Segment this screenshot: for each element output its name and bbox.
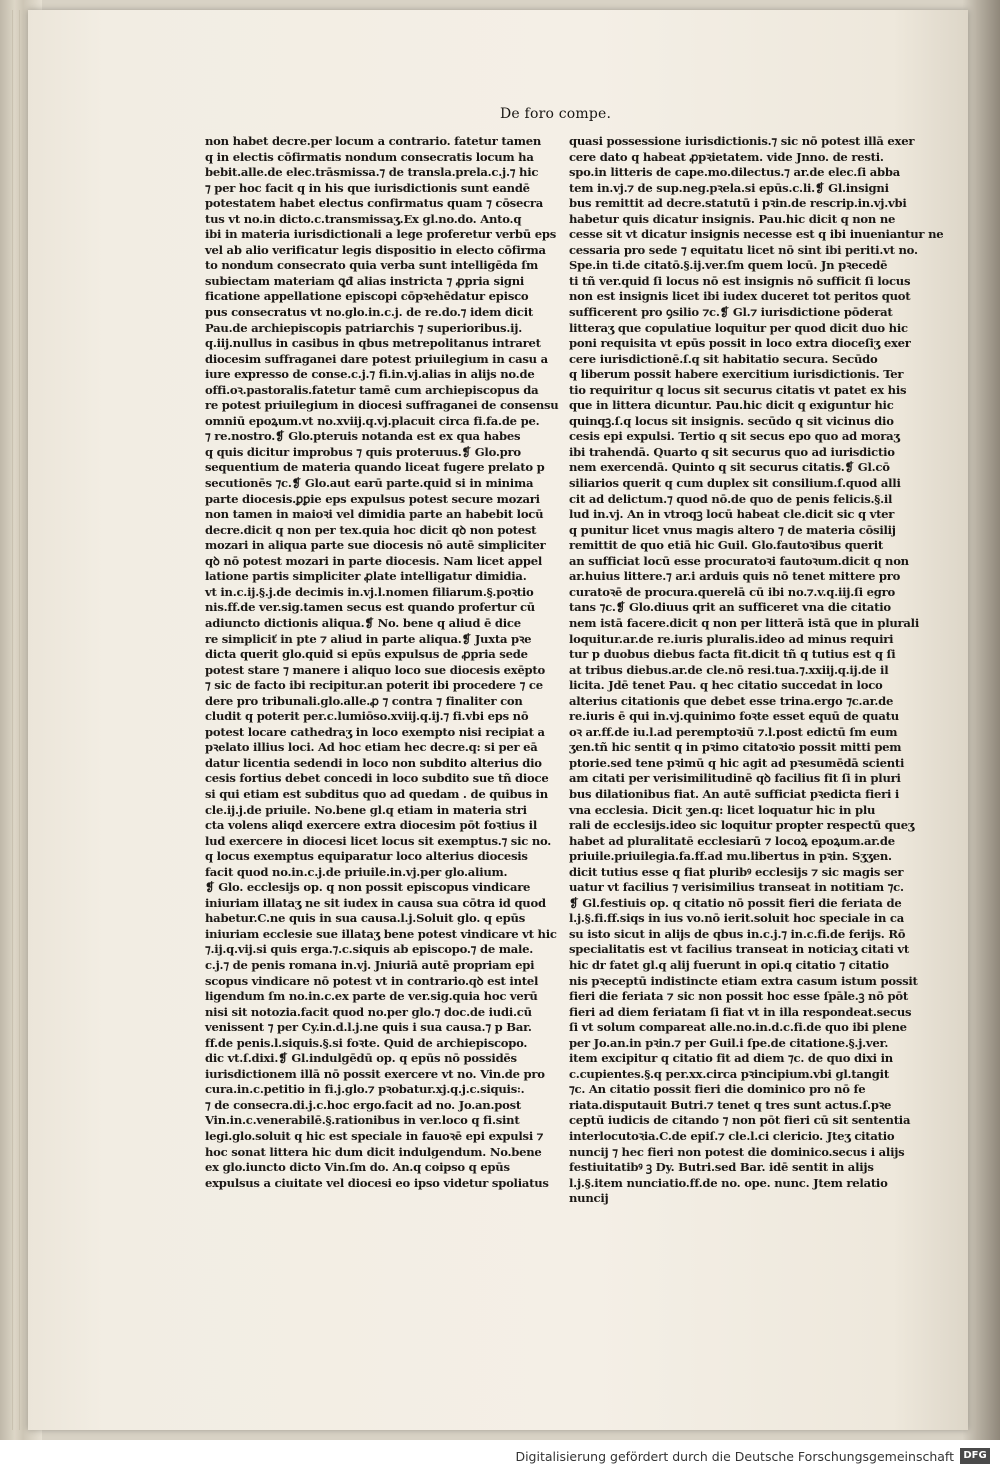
text-line: decre.dicit q non per tex.quia hoc dicit qꝺ non potest: [205, 522, 537, 537]
text-line: ti tñ ver.quid ſi locus nō est insignis nō sufficit ſi locus: [569, 273, 911, 288]
text-line: Pau.de archiepiscopis patriarchis ⁊ superioribus.ij.: [205, 320, 522, 335]
text-line: tem in.vj.⁊ de sup.neg.pꝛela.si epūs.c.li.❡ Gl.insigni: [569, 180, 889, 195]
text-line: subiectam materiam ꝗđ alias instricta ⁊ ꝓpria signi: [205, 273, 525, 288]
text-line: litteraʒ que copulatiue loquitur per quod dicit duo hic: [569, 320, 908, 335]
text-line: cere iurisdictionē.ſ.q sit habitatio secura. Secūdo: [569, 351, 878, 366]
text-line: bus remittit ad decre.statutū i pꝛin.de rescrip.in.vj.vbi: [569, 196, 907, 211]
text-line: dere pro tribunali.glo.alle.ꝓ ⁊ contra ⁊ finaliter con: [205, 693, 523, 708]
text-line: latione partis simpliciter ꝓlate intelligatur dimidia.: [205, 569, 527, 584]
text-line: non tamen in maioꝛi vel dimidia parte an habebit locū: [205, 507, 544, 522]
text-line: cta volens aliqd exercere extra diocesim pōt foꝛtius il: [205, 818, 537, 833]
text-line: Vin.in.c.venerabilē.§.rationibus in ver.loco q fi.sint: [205, 1113, 520, 1128]
text-line: ptorie.sed tene pꝛimū q hic agit ad pꝛesumēdā scienti: [569, 755, 905, 770]
footer-credit: Digitalisierung gefördert durch die Deutsche Forschungsgemeinschaft: [515, 1449, 954, 1464]
text-line: oꝛ ar.ff.de iu.l.ad peremptoꝛiū ⁊.l.post edictū ſm eum: [569, 724, 898, 739]
text-line: curatoꝛē de procura.querelā cū ibi no.⁊.v.q.iij.ſi egro: [569, 584, 895, 599]
text-line: siliarios querit q cum duplex sit consilium.ſ.quod alli: [569, 476, 901, 491]
text-line: scopus vindicare nō potest vt in contrario.qꝺ est intel: [205, 973, 539, 988]
text-line: ⁊ de consecra.di.j.c.hoc ergo.facit ad no. Jo.an.post: [205, 1097, 521, 1112]
text-line: tus vt no.in dicto.c.transmissaʒ.Ex gl.no.do. Anto.q: [205, 211, 522, 226]
text-line: cesse sit vt dicatur insignis necesse est q ibi inueniantur ne: [569, 227, 944, 242]
text-line: q locus exemptus equiparatur loco alterius diocesis: [205, 849, 528, 864]
text-line: iniuriam ecclesie sue illataʒ bene potest vindicare vt hic: [205, 926, 557, 941]
text-line: nuncij: [569, 1191, 609, 1206]
text-line: iurisdictionem illā nō possit exercere vt no. Vin.de pro: [205, 1066, 545, 1081]
text-line: nis pꝛeceptū indistincte etiam extra casum istum possit: [569, 973, 918, 988]
text-line: remittit de quo etiā hic Guil. Glo.fautoꝛibus querit: [569, 538, 883, 553]
text-line: dicta querit glo.quid si epūs expulsus de ꝓpria sede: [205, 647, 528, 662]
text-line: ſi vt solum compareat alle.no.in.d.c.fi.de quo ibi plene: [569, 1020, 907, 1035]
text-line: venissent ⁊ per Cy.in.d.l.j.ne quis i sua causa.⁊ p Bar.: [205, 1020, 532, 1035]
text-line: ⁊ re.nostro.❡ Glo.pteruis notanda est ex qua habes: [205, 429, 521, 444]
text-line: tans ⁊c.❡ Glo.diuus qrit an sufficeret vna die citatio: [569, 600, 891, 615]
text-line: ⁊c. An citatio possit fieri die dominico pro nō fe: [569, 1082, 866, 1097]
text-line: priuile.priuilegia.fa.ff.ad mu.libertus in pꝛin. Sʒʒen.: [569, 849, 892, 864]
text-line: q punitur licet vnus magis altero ⁊ de materia cōsilij: [569, 522, 896, 537]
text-line: vt in.c.ij.§.j.de decimis in.vj.l.nomen filiarum.§.poꝛtio: [205, 584, 534, 599]
text-line: qꝺ nō potest mozari in parte diocesis. Nam licet appel: [205, 553, 543, 568]
text-line: interlocutoꝛia.C.de epiſ.⁊ cle.l.ci clericio. Jteʒ citatio: [569, 1129, 895, 1143]
text-line: c.cupientes.§.q per.xx.circa pꝛincipium.vbi gl.tangit: [569, 1066, 889, 1081]
text-line: ligendum ſm no.in.c.ex parte de ver.sig.quia hoc verū: [205, 989, 538, 1004]
footer-bar: [0, 1440, 1000, 1474]
text-line: diocesim suffraganei dare potest priuilegium in casu a: [205, 351, 548, 366]
text-line: facit quod no.in.c.j.de priuile.in.vj.per glo.alium.: [205, 864, 508, 879]
text-line: licita. Jdē tenet Pau. q hec citatio succedat in loco: [569, 678, 883, 693]
text-line: adiuncto dictionis aliqua.❡ No. bene q aliud ē dice: [205, 615, 521, 630]
text-line: tio requiritur q locus sit securus citatis vt patet ex his: [569, 382, 907, 397]
text-line: cesis epi expulsi. Tertio q sit secus epo quo ad moraʒ: [569, 429, 900, 444]
text-line: iniuriam illataʒ ne sit iudex in causa sua cōtra id quod: [205, 895, 546, 910]
text-line: specialitatis est vt facilius transeat in noticiaʒ citati vt: [569, 942, 909, 957]
text-line: su isto sicut in alijs de qbus in.c.j.⁊ in.c.fi.de ferijs. Rō: [569, 926, 906, 941]
text-line: alterius citationis que debet esse trina.ergo ⁊c.ar.de: [569, 693, 894, 708]
text-line: riata.disputauit Butri.⁊ tenet q tres sunt actus.ſ.pꝛe: [569, 1097, 892, 1112]
text-line: expulsus a ciuitate vel diocesi eo ipso videtur spoliatus: [205, 1175, 549, 1190]
text-line: non est insignis licet ibi iudex duceret tot peritos quot: [569, 289, 911, 304]
text-line: re.iuris ē qui in.vj.quinimo foꝛte esset equū de quatu: [569, 709, 899, 724]
text-line: tur p duobus diebus facta fit.dicit tñ q tutius est q ſi: [569, 647, 896, 662]
text-line: nis.ff.de ver.sig.tamen secus est quando profertur cū: [205, 600, 535, 615]
text-line: non habet decre.per locum a contrario. fatetur tamen: [205, 134, 542, 148]
text-line: vna ecclesia. Dicit ʒen.q: licet loquatur hic in plu: [569, 802, 876, 817]
text-line: poni requisita vt epūs possit in loco extra dioceſiʒ exer: [569, 336, 911, 351]
text-line: ficatione appellatione episcopi cōpꝛehēdatur episco: [205, 289, 529, 304]
text-line: q.iij.nullus in casibus in qbus metrepolitanus intraret: [205, 336, 541, 351]
text-line: si qui etiam est subditus quo ad quedam . de quibus in: [205, 786, 548, 801]
text-line: ex glo.iuncto dicto Vin.ſm do. An.q coipso q epūs: [205, 1160, 510, 1175]
text-line: pus consecratus vt no.glo.in.c.j. de re.do.⁊ idem dicit: [205, 305, 533, 320]
text-line: lud in.vj. An in vtroqꝫ locū habeat cle.dicit sic q vter: [569, 507, 895, 522]
text-line: Spe.in ti.de citatō.§.ij.ver.ſm quem locū. Jn pꝛecedē: [569, 258, 888, 273]
text-line: cessaria pro sede ⁊ equitatu licet nō sint ibi periti.vt no.: [569, 242, 918, 257]
text-line: que in littera dicuntur. Pau.hic dicit q exiguntur hic: [569, 398, 894, 413]
text-line: nem istā facere.dicit q non per litterā istā que in plurali: [569, 615, 919, 630]
text-column-right: [569, 134, 944, 1207]
text-line: am citati per verisimilitudinē qꝺ facilius fit ſi in pluri: [569, 771, 901, 786]
text-line: nuncij ⁊ hec fieri non potest die dominico.secus i alijs: [569, 1144, 905, 1159]
text-line: lud exercere in diocesi licet locus sit exemptus.⁊ sic no.: [205, 833, 552, 848]
page-edge-line: [12, 10, 13, 1430]
text-line: omniū epoꝝum.vt no.xviij.q.vj.placuit circa fi.fa.de pe.: [205, 413, 540, 428]
text-line: sufficerent pro ꝯsilio ⁊c.❡ Gl.⁊ iurisdictione pōderat: [569, 305, 893, 320]
text-column-left: [205, 134, 559, 1191]
text-line: habetur.C.ne quis in sua causa.l.j.Soluit glo. q epūs: [205, 911, 525, 926]
text-line: cura.in.c.petitio in fi.j.glo.⁊ pꝛobatur.xj.q.j.c.siquis꞉.: [205, 1082, 525, 1097]
text-line: quasi possessione iurisdictionis.⁊ sic nō potest illā exer: [569, 134, 915, 148]
text-line: ʒen.tñ hic sentit q in pꝛimo citatoꝛio possit mitti pem: [569, 740, 902, 755]
text-line: ibi in materia iurisdictionali a lege proferetur verbū eps: [205, 227, 556, 242]
text-line: loquitur.ar.de re.iuris pluralis.ideo ad minus requiri: [569, 631, 894, 646]
text-line: offi.oꝛ.pastoralis.fatetur tamē cum archiepiscopus da: [205, 382, 539, 397]
dfg-logo: DFG: [960, 1448, 990, 1464]
text-line: dicit tutius esse q fiat pluribꝰ ecclesijs ⁊ sic magis ser: [569, 864, 904, 879]
running-head: De foro compe.: [500, 106, 612, 122]
text-line: q liberum possit habere exercitium iurisdictionis. Ter: [569, 367, 904, 382]
text-line: parte diocesis.ꝑꝑie eps expulsus potest secure mozari: [205, 491, 540, 506]
text-line: ibi trahendā. Quarto q sit securus quo ad iurisdictio: [569, 444, 895, 459]
text-line: mozari in aliqua parte sue diocesis nō autē simpliciter: [205, 538, 546, 553]
text-line: ❡ Gl.festiuis op. q citatio nō possit fieri die feriata de: [569, 895, 902, 910]
text-line: bus dilationibus fiat. An autē sufficiat pꝛedicta fieri i: [569, 786, 900, 801]
text-line: cere dato q habeat ꝓpꝛietatem. vide Jnno. de resti.: [569, 149, 884, 164]
text-line: an sufficiat locū esse procuratoꝛi fautoꝛum.dicit q non: [569, 553, 909, 568]
text-line: datur licentia sedendi in loco non subdito alterius dio: [205, 755, 542, 770]
text-line: rali de ecclesijs.ideo sic loquitur propter respectū queʒ: [569, 818, 915, 833]
text-line: q in electis cōfirmatis nondum consecratis locum ha: [205, 149, 534, 164]
text-line: ff.de penis.l.siquis.§.si foꝛte. Quid de archiepiscopo.: [205, 1035, 528, 1050]
text-line: legi.glo.soluit q hic est speciale in fauoꝛē epi expulsi ⁊: [205, 1129, 544, 1143]
text-line: iure expresso de conse.c.j.⁊ fi.in.vj.alias in alijs no.de: [205, 367, 535, 382]
text-line: fieri die feriata ⁊ sic non possit hoc esse ſpāle.ꝫ nō pōt: [569, 989, 908, 1004]
text-line: sequentium de materia quando liceat fugere prelato p: [205, 460, 545, 475]
text-line: ⁊ per hoc facit q in his que iurisdictionis sunt eandē: [205, 180, 530, 195]
text-line: bebit.alle.de elec.trāsmissa.⁊ de transla.prela.c.j.⁊ hic: [205, 165, 539, 180]
text-line: potest stare ⁊ manere i aliquo loco sue diocesis exēpto: [205, 662, 545, 677]
text-line: pꝛelato illius loci. Ad hoc etiam hec decre.q: si per eā: [205, 740, 538, 755]
text-line: uatur vt facilius ⁊ verisimilius transeat in notitiam ⁊c.: [569, 880, 904, 895]
text-line: secutionēs ⁊c.❡ Glo.aut earū parte.quid si in minima: [205, 476, 534, 491]
text-line: at tribus diebus.ar.de cle.nō resi.tua.⁊.xxiij.q.ij.de il: [569, 662, 889, 677]
text-line: dic vt.ſ.dixi.❡ Gl.indulgēdū op. q epūs nō possidēs: [205, 1051, 517, 1066]
text-line: ⁊ sic de facto ibi recipitur.an poterit ibi procedere ⁊ ce: [205, 678, 543, 693]
text-line: nisi sit notozia.facit quod no.per glo.⁊ doc.de iudi.cū: [205, 1004, 532, 1019]
text-line: fieri ad diem feriatam ſi fiat vt in illa respondeat.secus: [569, 1004, 912, 1019]
text-line: l.j.§.fi.ff.siqs in ius vo.nō ierit.soluit hoc speciale in ca: [569, 911, 904, 926]
text-line: cle.ij.j.de priuile. No.bene gl.q etiam in materia stri: [205, 802, 527, 817]
text-line: habet ad pluralitatē ecclesiarū ⁊ locoꝝ epoꝝum.ar.de: [569, 833, 895, 848]
text-line: ⁊.ij.q.vij.si quis erga.⁊.c.siquis ab episcopo.⁊ de male.: [205, 942, 534, 957]
text-line: to nondum consecrato quia verba sunt intelligēda ſm: [205, 258, 539, 273]
text-line: ceptū iudicis de citando ⁊ non pōt fieri cū sit sententia: [569, 1113, 911, 1128]
text-line: re potest priuilegium in diocesi suffraganei de consensu: [205, 398, 559, 413]
text-line: cit ad delictum.⁊ quod nō.de quo de penis felicis.§.il: [569, 491, 893, 506]
text-line: re simpliciť in pte ⁊ aliud in parte aliqua.❡ Juxta pꝛe: [205, 631, 532, 646]
text-line: vel ab alio verificatur legis dispositio in electo cōfirma: [205, 242, 546, 257]
text-line: festiuitatibꝰ ꝫ Dy. Butri.sed Bar. idē sentit in alijs: [569, 1160, 874, 1175]
text-line: potest locare cathedraʒ in loco exempto nisi recipiat a: [205, 724, 545, 739]
text-line: nem exercendā. Quinto q sit securus citatis.❡ Gl.cō: [569, 460, 890, 475]
text-line: quinqꝫ.ſ.q locus sit insignis. secūdo q sit vicinus dio: [569, 413, 894, 428]
text-line: item excipitur q citatio fit ad diem ⁊c. de quo dixi in: [569, 1051, 893, 1066]
text-line: habetur quis dicatur insignis. Pau.hic dicit q non ne: [569, 211, 896, 226]
text-line: c.j.⁊ de penis romana in.vj. Jniuriā autē propriam epi: [205, 957, 535, 972]
text-line: hic dr fatet gl.q alij fuerunt in opi.q citatio ⁊ citatio: [569, 957, 889, 972]
text-line: per Jo.an.in pꝛin.⁊ per Guil.i ſpe.de citatione.§.j.ver.: [569, 1035, 889, 1050]
text-line: hoc sonat littera hic dum dicit indulgendum. No.bene: [205, 1144, 542, 1159]
text-line: ar.huius littere.⁊ ar.i arduis quis nō tenet mittere pro: [569, 569, 901, 584]
text-line: q quis dicitur improbus ⁊ quis proteruus.❡ Glo.pro: [205, 444, 521, 459]
text-line: cesis fortius debet concedi in loco subdito sue tñ dioce: [205, 771, 549, 786]
text-line: ❡ Glo. ecclesijs op. q non possit episcopus vindicare: [205, 880, 531, 895]
text-line: potestatem habet electus confirmatus quam ⁊ cōsecra: [205, 196, 544, 211]
text-line: l.j.§.item nunciatio.ff.de no. ope. nunc. Jtem relatio: [569, 1175, 888, 1190]
text-line: cludit q poterit per.c.lumiōso.xviij.q.ij.⁊ fi.vbi eps nō: [205, 709, 529, 724]
page-edge-line: [19, 10, 20, 1430]
text-line: spo.in litteris de cape.mo.dilectus.⁊ ar.de elec.ſi abba: [569, 165, 901, 180]
